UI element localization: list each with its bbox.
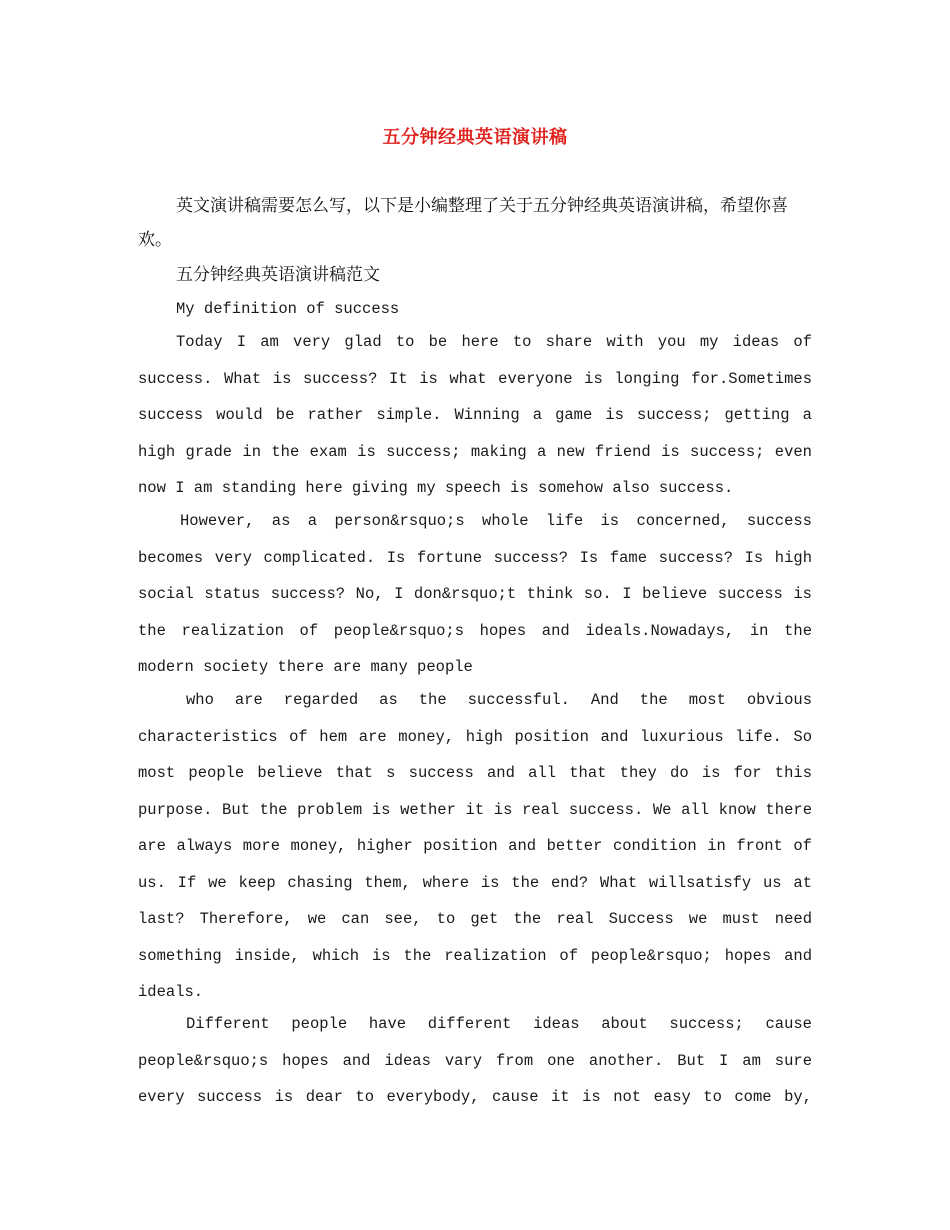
intro-paragraph: 英文演讲稿需要怎么写，以下是小编整理了关于五分钟经典英语演讲稿，希望你喜欢。 bbox=[138, 196, 788, 250]
paragraph-4: Different people have different ideas about success; cause people&rsquo;s hopes and ideas vary from one another. But I am sure every success is dear to everybody, cause it is not easy to come by, bbox=[138, 1015, 812, 1106]
subheading: 五分钟经典英语演讲稿范文 bbox=[176, 265, 380, 285]
document-title: 五分钟经典英语演讲稿 bbox=[382, 127, 568, 148]
speech-title: My definition of success bbox=[176, 300, 400, 318]
paragraph-3: who are regarded as the successful. And the most obvious characteristics of hem are money, high position and luxurious life. So most people believe that s success and all that they do is for this purpose. But the problem is wether it is real success. We all know there are always more money, higher position and better condition in front of us. If we keep chasing them, where is the end? What willsatisfy us at last? Therefore, we can see, to get the real Success we must need something inside, which is the realization of people&rsquo; hopes and ideals. bbox=[138, 691, 812, 1001]
paragraph-2: However, as a person&rsquo;s whole life is concerned, success becomes very complicated. Is fortune success? Is fame success? Is high social status success? No, I don&rsquo;t think so. I believe success is the realization of people&rsquo;s hopes and ideals.Nowadays, in the modern society there are many people bbox=[138, 512, 812, 676]
paragraph-1: Today I am very glad to be here to share with you my ideas of success. What is success? It is what everyone is longing for.Sometimes success would be rather simple. Winning a game is success; getting a high grade in the exam is success; making a new friend is success; even now I am standing here giving my speech is somehow also success. bbox=[138, 333, 812, 497]
